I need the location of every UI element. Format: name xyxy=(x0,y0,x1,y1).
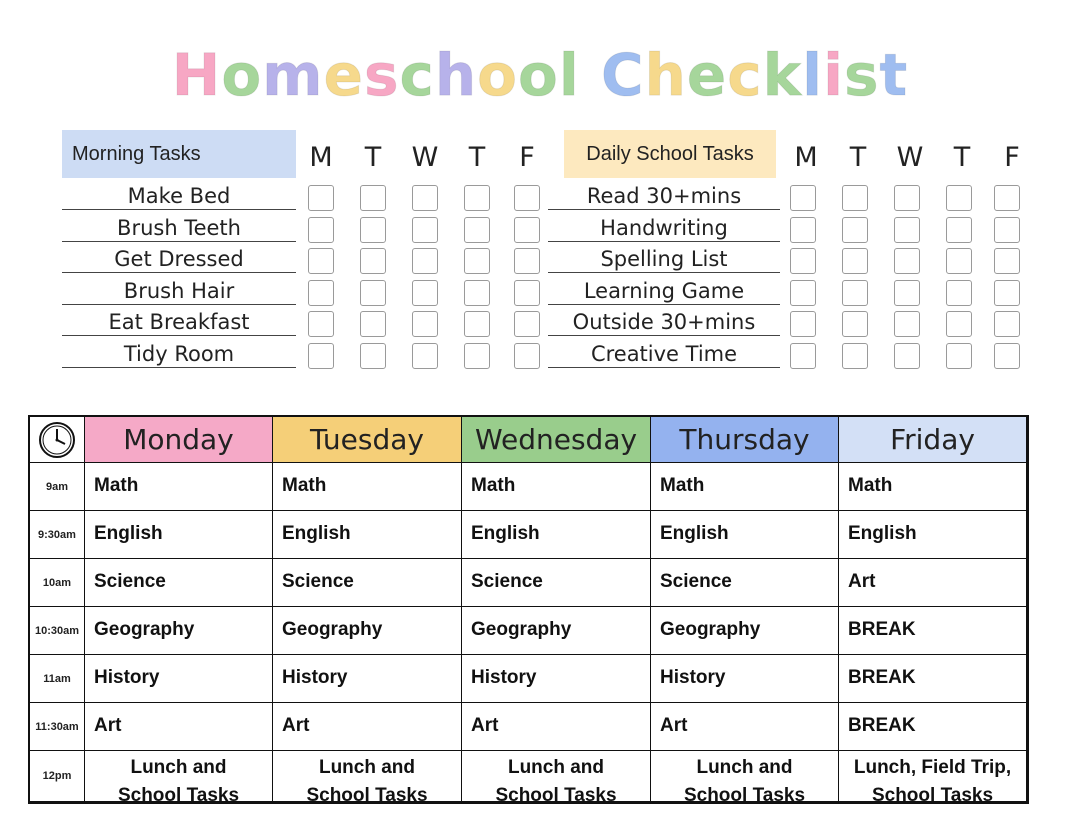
title-letter: c xyxy=(399,41,435,109)
schedule-cell: Art xyxy=(85,703,273,751)
time-slot: 10:30am xyxy=(30,607,85,655)
daily-day-header: T xyxy=(849,142,867,173)
morning-task-checkbox[interactable] xyxy=(360,185,386,211)
morning-task-checkbox[interactable] xyxy=(412,280,438,306)
schedule-cell xyxy=(85,751,273,806)
day-header-thursday: Thursday xyxy=(651,417,839,463)
morning-task-checkbox[interactable] xyxy=(360,248,386,274)
schedule-cell: Math xyxy=(651,463,839,511)
title-letter: k xyxy=(762,41,803,109)
time-slot: 9am xyxy=(30,463,85,511)
day-header-friday: Friday xyxy=(839,417,1027,463)
schedule-cell-line: School Tasks xyxy=(683,785,806,806)
daily-task-checkbox[interactable] xyxy=(994,343,1020,369)
morning-task-checkbox[interactable] xyxy=(412,311,438,337)
day-header-tuesday: Tuesday xyxy=(273,417,462,463)
schedule-cell: BREAK xyxy=(839,703,1027,751)
clock-icon xyxy=(30,417,85,463)
title-letter: h xyxy=(434,41,478,109)
daily-task-checkbox[interactable] xyxy=(946,311,972,337)
schedule-cell: Science xyxy=(85,559,273,607)
daily-task-checkbox[interactable] xyxy=(946,217,972,243)
morning-task-checkbox[interactable] xyxy=(308,343,334,369)
schedule-cell xyxy=(273,751,462,806)
time-slot: 12pm xyxy=(30,751,85,802)
weekly-schedule-table xyxy=(28,415,1029,804)
schedule-cell: Art xyxy=(651,703,839,751)
morning-task-checkbox[interactable] xyxy=(464,280,490,306)
daily-task-checkbox[interactable] xyxy=(790,343,816,369)
morning-task-checkbox[interactable] xyxy=(514,185,540,211)
title-letter: e xyxy=(323,41,364,109)
schedule-cell: Art xyxy=(273,703,462,751)
morning-task-label: Make Bed xyxy=(62,182,296,210)
morning-task-checkbox[interactable] xyxy=(360,311,386,337)
schedule-cell: Math xyxy=(273,463,462,511)
daily-task-checkbox[interactable] xyxy=(790,280,816,306)
schedule-cell: Science xyxy=(273,559,462,607)
schedule-cell: Science xyxy=(651,559,839,607)
title-letter: s xyxy=(363,41,400,109)
schedule-cell: History xyxy=(273,655,462,703)
morning-task-checkbox[interactable] xyxy=(464,217,490,243)
morning-task-checkbox[interactable] xyxy=(308,217,334,243)
time-slot: 9:30am xyxy=(30,511,85,559)
daily-day-header: F xyxy=(1004,142,1020,173)
daily-task-checkbox[interactable] xyxy=(790,248,816,274)
daily-day-header: T xyxy=(953,142,971,173)
daily-task-label: Spelling List xyxy=(548,245,780,273)
morning-task-checkbox[interactable] xyxy=(360,343,386,369)
daily-task-checkbox[interactable] xyxy=(790,217,816,243)
title-letter: o xyxy=(477,41,519,109)
morning-task-checkbox[interactable] xyxy=(514,248,540,274)
daily-task-checkbox[interactable] xyxy=(842,185,868,211)
title-letter: H xyxy=(171,41,222,109)
daily-task-checkbox[interactable] xyxy=(946,343,972,369)
daily-task-checkbox[interactable] xyxy=(946,280,972,306)
schedule-cell-line: Lunch, Field Trip, xyxy=(853,757,1012,778)
schedule-cell: Art xyxy=(839,559,1027,607)
schedule-cell: Geography xyxy=(651,607,839,655)
morning-task-checkbox[interactable] xyxy=(514,343,540,369)
schedule-cell-line: School Tasks xyxy=(117,785,240,806)
daily-task-checkbox[interactable] xyxy=(842,280,868,306)
title-letter: t xyxy=(879,41,909,109)
title-letter: s xyxy=(843,41,880,109)
schedule-cell xyxy=(839,751,1027,806)
daily-task-checkbox[interactable] xyxy=(842,343,868,369)
daily-task-checkbox[interactable] xyxy=(842,217,868,243)
day-header-wednesday: Wednesday xyxy=(462,417,651,463)
daily-task-label: Learning Game xyxy=(548,277,780,305)
morning-day-header: T xyxy=(468,142,486,173)
title-letter: h xyxy=(644,41,687,109)
schedule-cell: BREAK xyxy=(839,655,1027,703)
time-slot: 11am xyxy=(30,655,85,703)
daily-day-header: W xyxy=(896,142,924,173)
daily-task-checkbox[interactable] xyxy=(994,248,1020,274)
time-slot: 10am xyxy=(30,559,85,607)
daily-task-checkbox[interactable] xyxy=(894,185,920,211)
schedule-cell: Geography xyxy=(273,607,462,655)
daily-task-checkbox[interactable] xyxy=(894,311,920,337)
morning-task-checkbox[interactable] xyxy=(308,280,334,306)
morning-day-header: W xyxy=(411,142,439,173)
schedule-cell: Math xyxy=(85,463,273,511)
daily-task-checkbox[interactable] xyxy=(790,185,816,211)
schedule-cell: BREAK xyxy=(839,607,1027,655)
morning-day-header: F xyxy=(519,142,535,173)
morning-task-checkbox[interactable] xyxy=(412,248,438,274)
schedule-cell: English xyxy=(273,511,462,559)
daily-task-checkbox[interactable] xyxy=(894,343,920,369)
daily-task-checkbox[interactable] xyxy=(994,217,1020,243)
schedule-cell: Science xyxy=(462,559,651,607)
daily-task-label: Handwriting xyxy=(548,214,780,242)
daily-task-label: Creative Time xyxy=(548,340,780,368)
daily-task-checkbox[interactable] xyxy=(994,311,1020,337)
daily-task-checkbox[interactable] xyxy=(946,248,972,274)
morning-task-checkbox[interactable] xyxy=(464,311,490,337)
schedule-cell-line: Lunch and xyxy=(507,757,605,778)
morning-day-header: M xyxy=(309,142,333,173)
morning-task-checkbox[interactable] xyxy=(412,185,438,211)
schedule-cell: History xyxy=(462,655,651,703)
morning-task-label: Brush Hair xyxy=(62,277,296,305)
morning-task-checkbox[interactable] xyxy=(412,343,438,369)
day-header-monday: Monday xyxy=(85,417,273,463)
morning-task-checkbox[interactable] xyxy=(464,185,490,211)
morning-task-checkbox[interactable] xyxy=(514,280,540,306)
daily-task-checkbox[interactable] xyxy=(994,185,1020,211)
title-letter: m xyxy=(262,41,324,109)
title-letter: i xyxy=(823,41,844,109)
morning-task-checkbox[interactable] xyxy=(412,217,438,243)
morning-task-label: Eat Breakfast xyxy=(62,308,296,336)
title-letter xyxy=(580,41,601,109)
schedule-cell-line: Lunch and xyxy=(696,757,793,778)
morning-task-checkbox[interactable] xyxy=(308,311,334,337)
schedule-cell: English xyxy=(839,511,1027,559)
daily-school-tasks-header: Daily School Tasks xyxy=(564,130,776,178)
schedule-cell-line: Lunch and xyxy=(130,757,227,778)
daily-task-checkbox[interactable] xyxy=(790,311,816,337)
daily-task-checkbox[interactable] xyxy=(946,185,972,211)
daily-task-checkbox[interactable] xyxy=(994,280,1020,306)
morning-day-header: T xyxy=(364,142,382,173)
morning-tasks-header: Morning Tasks xyxy=(62,130,296,178)
title-letter: e xyxy=(686,41,728,109)
morning-task-checkbox[interactable] xyxy=(360,217,386,243)
title-letter: o xyxy=(518,41,559,109)
morning-task-label: Tidy Room xyxy=(62,340,296,368)
daily-task-checkbox[interactable] xyxy=(842,311,868,337)
schedule-cell-line: School Tasks xyxy=(495,785,617,806)
schedule-cell-line: Lunch and xyxy=(318,757,416,778)
schedule-cell: Art xyxy=(462,703,651,751)
schedule-cell-line: School Tasks xyxy=(306,785,428,806)
daily-task-label: Read 30+mins xyxy=(548,182,780,210)
schedule-cell xyxy=(651,751,839,806)
schedule-cell: Geography xyxy=(462,607,651,655)
schedule-cell: Geography xyxy=(85,607,273,655)
daily-task-checkbox[interactable] xyxy=(842,248,868,274)
schedule-cell xyxy=(462,751,651,806)
schedule-cell: English xyxy=(462,511,651,559)
morning-task-label: Brush Teeth xyxy=(62,214,296,242)
daily-task-checkbox[interactable] xyxy=(894,280,920,306)
schedule-cell: History xyxy=(651,655,839,703)
morning-task-checkbox[interactable] xyxy=(464,248,490,274)
daily-task-checkbox[interactable] xyxy=(894,217,920,243)
schedule-cell: History xyxy=(85,655,273,703)
daily-task-checkbox[interactable] xyxy=(894,248,920,274)
morning-task-checkbox[interactable] xyxy=(514,217,540,243)
daily-task-label: Outside 30+mins xyxy=(548,308,780,336)
time-slot: 11:30am xyxy=(30,703,85,751)
morning-task-checkbox[interactable] xyxy=(308,248,334,274)
schedule-cell: Math xyxy=(462,463,651,511)
schedule-cell: English xyxy=(651,511,839,559)
title-letter: o xyxy=(221,41,263,109)
morning-task-checkbox[interactable] xyxy=(360,280,386,306)
title-letter: C xyxy=(600,41,645,109)
title-letter: l xyxy=(558,41,580,109)
title-letter: c xyxy=(727,41,763,109)
morning-task-checkbox[interactable] xyxy=(308,185,334,211)
morning-task-label: Get Dressed xyxy=(62,245,296,273)
title-letter: l xyxy=(802,41,824,109)
page-title xyxy=(0,40,1080,110)
morning-task-checkbox[interactable] xyxy=(464,343,490,369)
daily-day-header: M xyxy=(794,142,818,173)
morning-task-checkbox[interactable] xyxy=(514,311,540,337)
schedule-cell-line: School Tasks xyxy=(871,785,994,806)
schedule-cell: Math xyxy=(839,463,1027,511)
schedule-cell: English xyxy=(85,511,273,559)
